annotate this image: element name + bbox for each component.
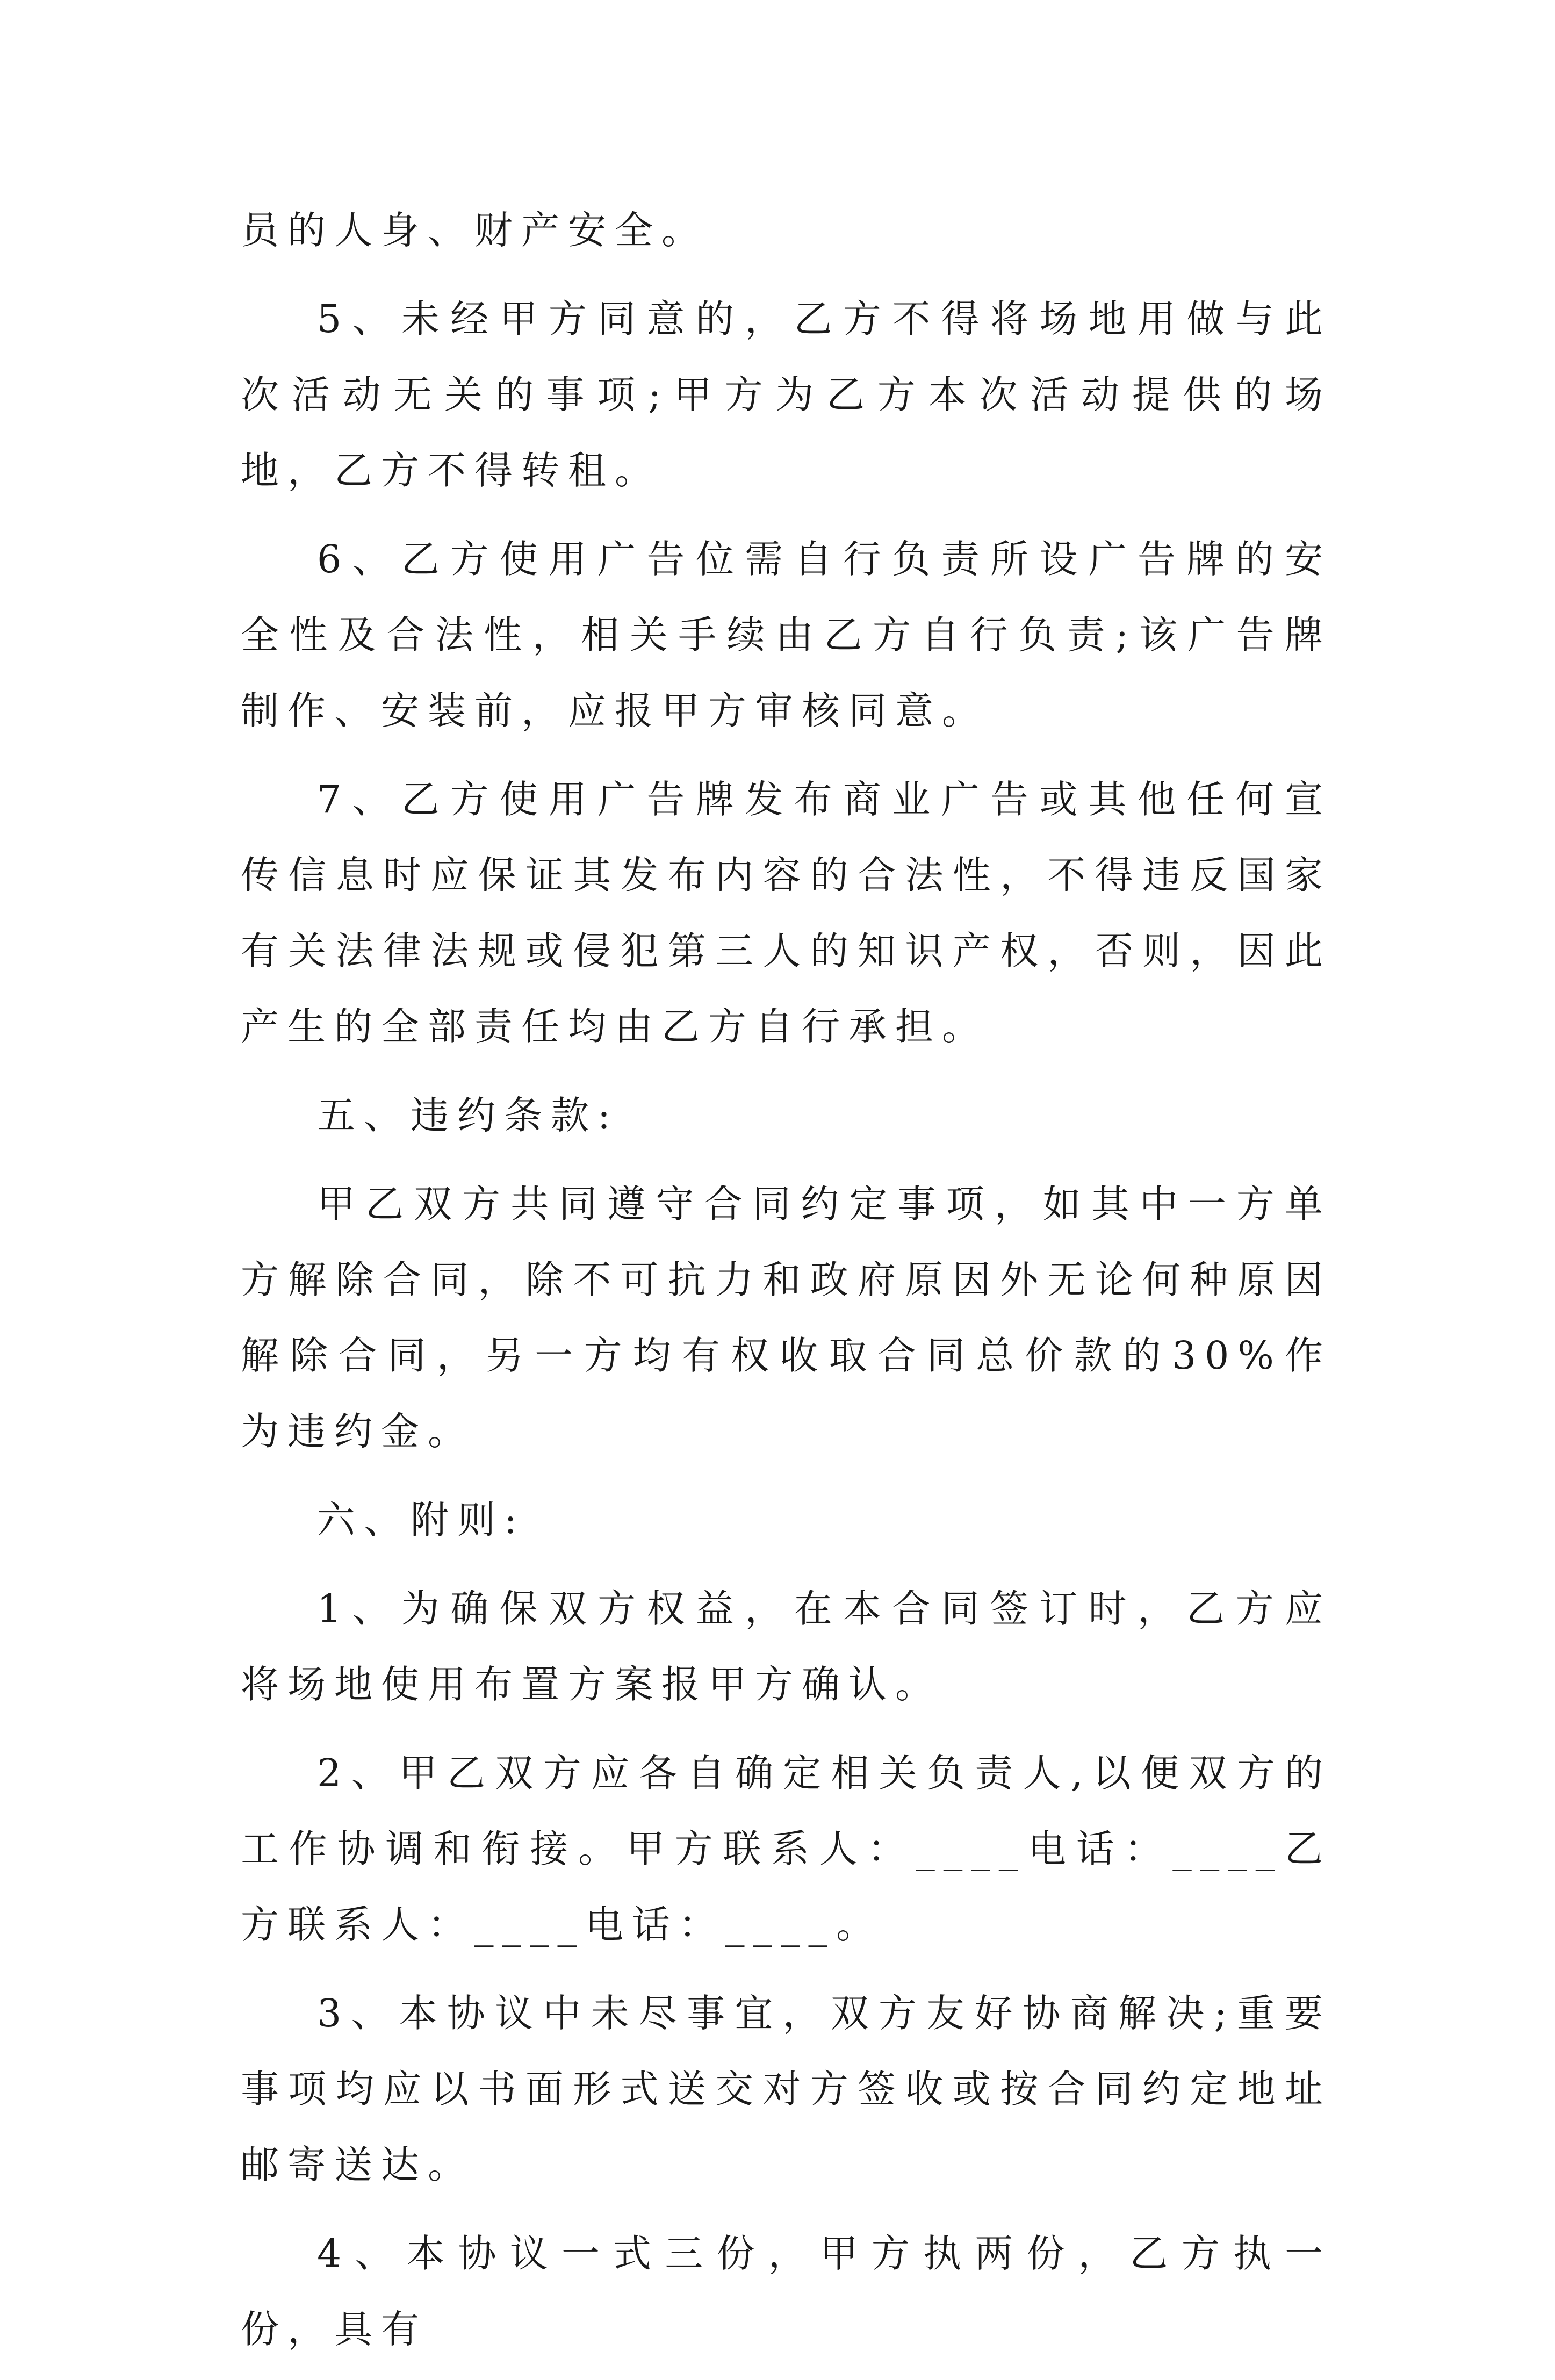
paragraph-supplementary-2: 2、甲乙双方应各自确定相关负责人,以便双方的工作协调和衔接。甲方联系人：____电话：____乙方联系人：____电话：____。	[241, 1751, 1331, 1947]
paragraph-supplementary-4: 4、本协议一式三份，甲方执两份，乙方执一份，具有	[241, 2231, 1331, 2352]
paragraph-clause-5: 5、未经甲方同意的，乙方不得将场地用做与此次活动无关的事项;甲方为乙方本次活动提供的场地，乙方不得转租。	[241, 297, 1331, 493]
section-heading-supplementary: 六、附则:	[317, 1498, 525, 1542]
section-heading-breach: 五、违约条款:	[317, 1093, 619, 1138]
paragraph-clause-7: 7、乙方使用广告牌发布商业广告或其他任何宣传信息时应保证其发布内容的合法性，不得违反国家有关法律法规或侵犯第三人的知识产权，否则，因此产生的全部责任均由乙方自行承担。	[241, 777, 1331, 1049]
document-body	[241, 192, 1331, 2380]
paragraph-clause-6: 6、乙方使用广告位需自行负责所设广告牌的安全性及合法性，相关手续由乙方自行负责;该广告牌制作、安装前，应报甲方审核同意。	[241, 537, 1331, 733]
paragraph-breach-terms: 甲乙双方共同遵守合同约定事项，如其中一方单方解除合同，除不可抗力和政府原因外无论何种原因解除合同，另一方均有权收取合同总价款的30%作为违约金。	[241, 1182, 1331, 1454]
paragraph-supplementary-3: 3、本协议中未尽事宜，双方友好协商解决;重要事项均应以书面形式送交对方签收或按合同约定地址邮寄送达。	[241, 1991, 1331, 2187]
paragraph-supplementary-1: 1、为确保双方权益，在本合同签订时，乙方应将场地使用布置方案报甲方确认。	[241, 1586, 1331, 1707]
paragraph-continuation: 员的人身、财产安全。	[241, 208, 709, 253]
